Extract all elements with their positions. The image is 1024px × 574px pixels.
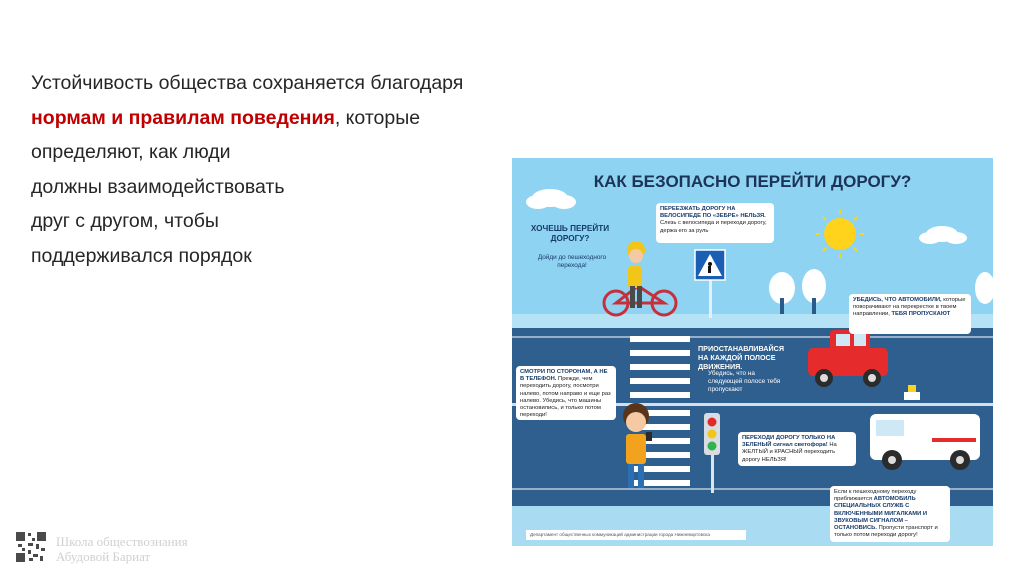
- poster-title: КАК БЕЗОПАСНО ПЕРЕЙТИ ДОРОГУ?: [593, 172, 912, 191]
- emergency-bubble-text: Пропусти транспорт и только потом переходи дорогу!: [834, 525, 938, 539]
- want-cross-title: ХОЧЕШЬ ПЕРЕЙТИ ДОРОГУ?: [530, 224, 610, 243]
- cars-bubble-title: УБЕДИСЬ, ЧТО АВТОМОБИЛИ,: [853, 297, 942, 303]
- text-line-2: [31, 101, 591, 136]
- text-line-6: поддерживался порядок: [31, 244, 252, 267]
- text-line-3: определяют, как люди: [31, 141, 231, 163]
- want-cross-sub: Дойди до пешеходного перехода!: [537, 254, 607, 269]
- emergency-bubble-title: АВТОМОБИЛЬ СПЕЦИАЛЬНЫХ СЛУЖБ С ВКЛЮЧЕННЫМИ МИГАЛКАМИ И ЗВУКОВЫМ СИГНАЛОМ – ОСТАНОВИСЬ.: [834, 496, 928, 532]
- pedestrian-sign-icon: [695, 250, 725, 318]
- cars-bubble-end: ТЕБЯ ПРОПУСКАЮТ: [891, 311, 951, 318]
- text-line-2-rest: , которые: [334, 106, 421, 129]
- school-watermark: [56, 534, 188, 564]
- stop-sub: Убедись, что на следующей полосе тебя пропускают: [708, 370, 781, 393]
- bike-bubble-text: Слезь с велосипеда и переходи дорогу, держа его за руль: [660, 220, 767, 234]
- green-bubble-title: ПЕРЕХОДИ ДОРОГУ ТОЛЬКО НА ЗЕЛЕНЫЙ сигнал светофора!: [742, 435, 836, 449]
- school-watermark-line2: Абудовой Бариат: [56, 549, 151, 564]
- school-watermark-line1: Школа обществознания: [56, 534, 188, 549]
- text-line-4: должны взаимодействовать: [31, 175, 285, 198]
- bike-bubble-title: ПЕРЕЕЗЖАТЬ ДОРОГУ НА ВЕЛОСИПЕДЕ ПО «ЗЕБРЕ» НЕЛЬЗЯ.: [660, 206, 766, 220]
- bike-bubble: [656, 203, 774, 243]
- sun-icon: [816, 210, 864, 258]
- look-bubble-title: СМОТРИ ПО СТОРОНАМ, А НЕ В ТЕЛЕФОН.: [520, 369, 608, 383]
- green-bubble: [738, 432, 856, 466]
- green-bubble-text: На ЖЕЛТЫЙ и КРАСНЫЙ переходить дорогу НЕЛЬЗЯ!: [742, 442, 837, 463]
- text-line-5: друг с другом, чтобы: [31, 210, 219, 232]
- highlight-norms: нормам и правилам поведения: [31, 106, 335, 129]
- look-bubble: [516, 366, 616, 420]
- qr-code-icon: [14, 530, 48, 564]
- road-safety-poster: [512, 158, 993, 546]
- poster-footer: Департамент общественных коммуникаций администрации города Нижневартовска: [526, 530, 746, 540]
- emergency-bubble-intro: Если к пешеходному переходу приближается: [834, 489, 917, 503]
- slide-text: [31, 66, 591, 273]
- look-bubble-text: Прежде, чем переходить дорогу, посмотри налево, потом направо и еще раз налево. Убедись, что машины остановились, и только потом переходи!: [520, 376, 611, 419]
- cyclist-icon: [604, 241, 676, 315]
- text-line-1: Устойчивость общества сохраняется благодаря: [31, 72, 464, 94]
- stop-title: ПРИОСТАНАВЛИВАЙСЯ НА КАЖДОЙ ПОЛОСЕ ДВИЖЕНИЯ.: [698, 344, 785, 371]
- emergency-bubble: [830, 486, 950, 542]
- cars-bubble: [849, 294, 971, 334]
- cars-bubble-text: которые поворачивают на перекрестке в твоем направлении,: [853, 297, 966, 318]
